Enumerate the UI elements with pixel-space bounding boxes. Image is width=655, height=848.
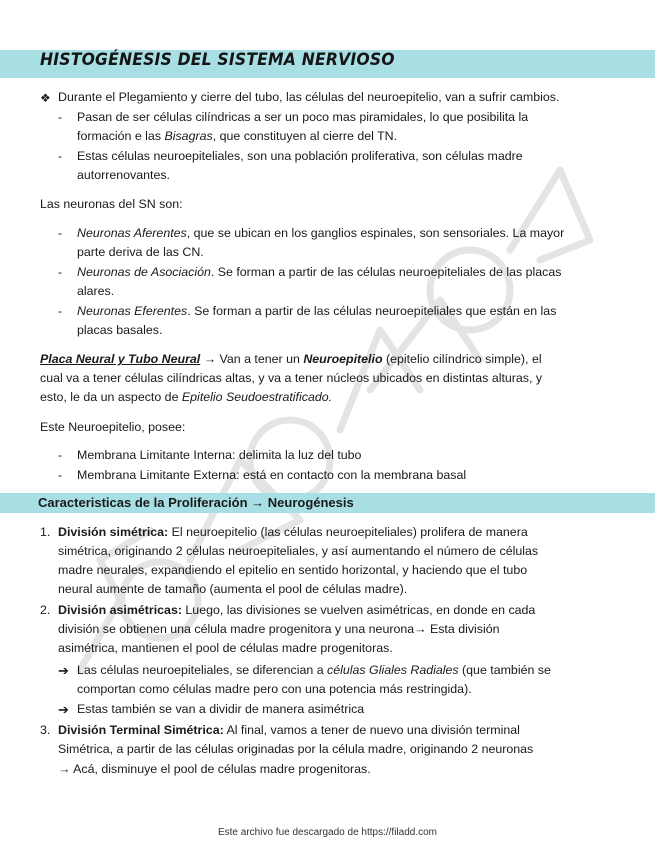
prolif-2-sub2: Estas también se van a dividir de manera asimétrica bbox=[77, 702, 365, 716]
asociacion-line2: alares. bbox=[77, 284, 115, 298]
prolif-2-line3: asimétrica, mantienen el pool de células madre progenitoras. bbox=[58, 641, 393, 655]
text-span: Las células neuroepiteliales, se diferencian a bbox=[77, 663, 328, 677]
bisagras-term: Bisagras bbox=[164, 129, 213, 143]
text-span: Al final, vamos a tener de nuevo una división terminal bbox=[223, 723, 520, 737]
dash-marker: - bbox=[58, 265, 63, 279]
prolif-2-line2: división se obtienen una célula madre progenitora y una neurona→ Esta división bbox=[58, 622, 500, 636]
seudoestratificado-term: Epitelio Seudoestratificado. bbox=[181, 390, 333, 404]
prolif-2-sub1-line2: comportan como células madre pero con una potencia más restringida). bbox=[77, 682, 472, 696]
bold-arrow-icon: ➔ bbox=[58, 702, 69, 717]
dash-marker: - bbox=[58, 304, 63, 318]
text-span: (que también se bbox=[458, 663, 551, 677]
page-title: HISTOGÉNESIS DEL SISTEMA NERVIOSO bbox=[40, 50, 395, 70]
aferentes-line2: parte deriva de las CN. bbox=[77, 245, 204, 259]
division-simetrica-title: División simétrica: bbox=[58, 525, 169, 539]
list-number: 1. bbox=[40, 525, 51, 539]
dash-marker: - bbox=[58, 149, 63, 163]
intro-sub2-line2: autorrenovantes. bbox=[77, 168, 170, 182]
asociacion-term: Neuronas de Asociación bbox=[77, 265, 211, 279]
prolif-1-line3: madre neurales, expandiendo el epitelio en sentido horizontal, y haciendo que el tubo bbox=[58, 563, 528, 577]
neuroepitelio-heading: Este Neuroepitelio, posee: bbox=[40, 420, 186, 434]
dash-marker: - bbox=[58, 448, 63, 462]
placa-label: Placa Neural y Tubo Neural bbox=[40, 352, 201, 366]
text-span: El neuroepitelio (las células neuroepiteliales) prolifera de manera bbox=[168, 525, 528, 539]
prolif-2-line1 bbox=[58, 601, 535, 621]
eferentes-line2: placas basales. bbox=[77, 323, 163, 337]
text-span: , que constituyen al cierre del TN. bbox=[212, 129, 398, 143]
text-span: . Se forman a partir de las células neuroepiteliales de las placas bbox=[210, 265, 562, 279]
text-span: (epitelio cilíndrico simple), el bbox=[382, 352, 542, 366]
placa-line2: cual va a tener células cilíndricas altas, y va a tener núcleos ubicados en distintas alturas, y bbox=[40, 371, 543, 385]
membrana-interna-item: Membrana Limitante Interna: delimita la luz del tubo bbox=[77, 448, 362, 462]
prolif-3-line1 bbox=[58, 721, 520, 741]
bold-arrow-icon: ➔ bbox=[58, 663, 69, 678]
prolif-1-line2: simétrica, originando 2 células neuroepiteliales, y así aumentando el número de células bbox=[58, 544, 539, 558]
text-span: Van a tener un bbox=[216, 352, 304, 366]
dash-marker: - bbox=[58, 226, 63, 240]
prolif-3-line2: Simétrica, a partir de las células originadas por la célula madre, originando 2 neuronas bbox=[58, 742, 534, 756]
section-title: Caracteristicas de la Proliferación → Neurogénesis bbox=[38, 495, 354, 510]
asociacion-line1 bbox=[77, 263, 561, 283]
list-number: 3. bbox=[40, 723, 51, 737]
prolif-1-line1 bbox=[58, 523, 528, 543]
diamond-bullet-icon: ❖ bbox=[40, 91, 51, 105]
text-span: Luego, las divisiones se vuelven asimétricas, en donde en cada bbox=[181, 603, 536, 617]
aferentes-term: Neuronas Aferentes bbox=[77, 226, 187, 240]
list-number: 2. bbox=[40, 603, 51, 617]
download-footer: Este archivo fue descargado de https://filadd.com bbox=[217, 827, 437, 838]
text-span: formación e las bbox=[77, 129, 165, 143]
prolif-3-line3: → Acá, disminuye el pool de células madre progenitoras. bbox=[58, 762, 371, 776]
placa-line3 bbox=[40, 388, 332, 408]
eferentes-term: Neuronas Eferentes bbox=[77, 304, 188, 318]
neuroepitelio-term: Neuroepitelio bbox=[303, 352, 383, 366]
eferentes-line1 bbox=[77, 302, 556, 322]
prolif-2-sub1-line1 bbox=[77, 661, 551, 681]
placa-line1 bbox=[40, 350, 542, 370]
text-span: , que se ubican en los ganglios espinales, son sensoriales. La mayor bbox=[186, 226, 565, 240]
text-span: . Se forman a partir de las células neuroepiteliales que están en las bbox=[187, 304, 557, 318]
membrana-externa-item: Membrana Limitante Externa: está en contacto con la membrana basal bbox=[77, 468, 467, 482]
intro-sub1-line2 bbox=[77, 127, 397, 147]
aferentes-line1 bbox=[77, 224, 564, 244]
arrow-icon: → bbox=[203, 352, 217, 366]
division-asimetrica-title: División asimétricas: bbox=[58, 603, 182, 617]
dash-marker: - bbox=[58, 468, 63, 482]
division-terminal-title: División Terminal Simétrica: bbox=[58, 723, 224, 737]
gliales-radiales-term: células Gliales Radiales bbox=[327, 663, 459, 677]
intro-bullet-text: Durante el Plegamiento y cierre del tubo, las células del neuroepitelio, van a sufrir cambios. bbox=[58, 90, 560, 104]
intro-sub1-line1: Pasan de ser células cilíndricas a ser un poco mas piramidales, lo que posibilita la bbox=[77, 110, 529, 124]
prolif-1-line4: neural aumente de tamaño (aumenta el pool de células madre). bbox=[58, 582, 408, 596]
dash-marker: - bbox=[58, 110, 63, 124]
intro-sub2-line1: Estas células neuroepiteliales, son una población proliferativa, son células madre bbox=[77, 149, 523, 163]
text-span: esto, le da un aspecto de bbox=[40, 390, 182, 404]
neuronas-heading: Las neuronas del SN son: bbox=[40, 197, 183, 211]
